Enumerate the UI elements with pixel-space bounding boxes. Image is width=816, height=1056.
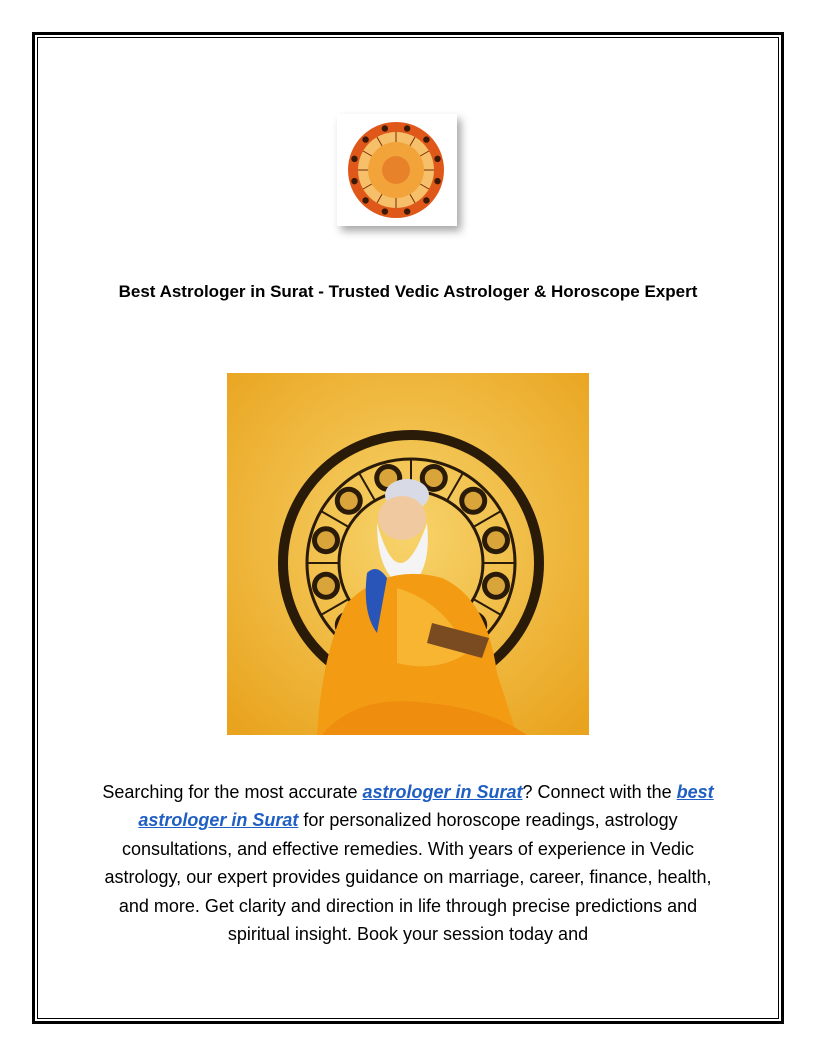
best-astrologer-in-surat-link[interactable]: best astrologer in Surat: [138, 782, 714, 831]
body-text-part2: ? Connect with the: [522, 782, 677, 802]
page-title: Best Astrologer in Surat - Trusted Vedic Astrologer & Horoscope Expert: [118, 282, 698, 301]
astrologer-in-surat-link[interactable]: astrologer in Surat: [362, 782, 523, 802]
intro-paragraph: [92, 778, 724, 948]
astrologer-sage-image: [227, 373, 589, 735]
body-text-part1: Searching for the most accurate: [102, 782, 363, 802]
body-text-part3: for personalized horoscope readings, astrology consultations, and effective remedies. With years of experience in Vedic astrology, our expert provides guidance on marriage, career, finance, health, and more. Get clarity and direction in life through precise predictions and spiritual insight. Book your session today and: [104, 810, 712, 945]
zodiac-logo-image: [337, 114, 457, 226]
